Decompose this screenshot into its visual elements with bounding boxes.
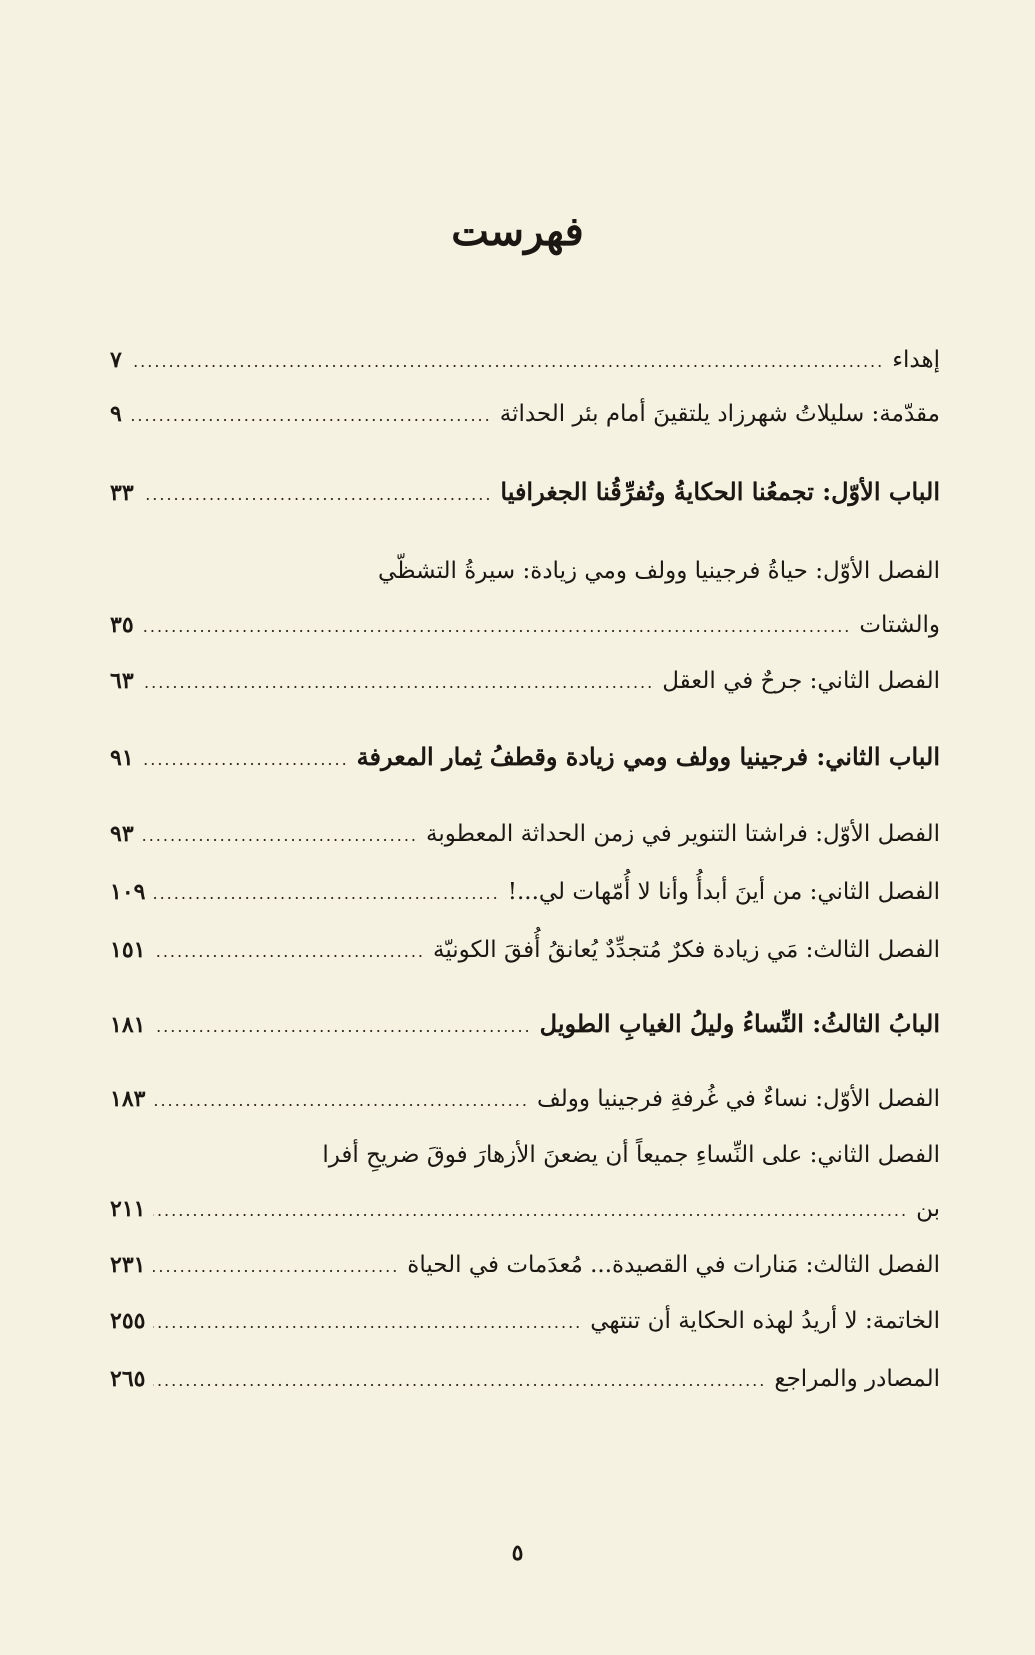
leader-dots — [153, 1361, 766, 1401]
leader-dots — [142, 607, 852, 647]
toc-entry-chapter-1-2 — [110, 661, 940, 703]
toc-entry-chapter-2-2 — [110, 872, 940, 914]
toc-entry-chapter-3-3 — [110, 1245, 940, 1287]
toc-entry-introduction — [110, 394, 940, 436]
toc-page-number: ٩ — [110, 401, 122, 427]
toc-entry-label: الفصل الأوّل: نساءٌ في غُرفةِ فرجينيا وولف — [536, 1086, 940, 1112]
toc-entry-label: الفصل الثاني: من أينَ أبدأُ وأنا لا أُمّهات لي...! — [507, 879, 940, 905]
leader-dots — [153, 1303, 582, 1343]
toc-entry-label: الخاتمة: لا أريدُ لهذه الحكاية أن تنتهي — [590, 1308, 940, 1334]
toc-page-number: ٩٣ — [110, 821, 134, 847]
toc-entry-label: الباب الأوّل: تجمعُنا الحكايةُ وتُفرِّقُنا الجغرافيا — [500, 477, 940, 506]
toc-entry-label: الباب الثاني: فرجينيا وولف ومي زيادة وقطفُ ثِمار المعرفة — [356, 742, 940, 771]
leader-dots — [153, 1247, 399, 1287]
leader-dots — [153, 1081, 528, 1121]
toc-entry-dedication — [110, 340, 940, 382]
toc-entry-label: إهداء — [892, 347, 940, 373]
toc-entry-part-1 — [110, 472, 940, 515]
leader-dots — [142, 663, 655, 703]
toc-entry-label: والشتات — [859, 612, 940, 638]
leader-dots — [153, 1007, 531, 1047]
leader-dots — [142, 740, 349, 780]
toc-page-number: ١٥١ — [110, 937, 146, 963]
leader-dots — [153, 874, 499, 914]
leader-dots — [142, 475, 493, 515]
toc-entry-chapter-2-3 — [110, 930, 940, 972]
toc-page-number: ٢٣١ — [110, 1252, 146, 1278]
toc-entry-label: الفصل الثاني: جرحٌ في العقل — [662, 668, 940, 694]
toc-entry-chapter-1-1 — [110, 605, 940, 647]
toc-entry-chapter-3-2 — [110, 1189, 940, 1231]
toc-entry-part-3 — [110, 1004, 940, 1047]
toc-entry-references — [110, 1359, 940, 1401]
toc-entry-label: مقدّمة: سليلاتُ شهرزاد يلتقينَ أمام بئر الحداثة — [499, 401, 940, 427]
toc-page-number: ٢٥٥ — [110, 1308, 146, 1334]
leader-dots — [142, 816, 418, 856]
page-title: فهرست — [451, 208, 584, 255]
toc-page-number: ١٨١ — [110, 1012, 146, 1038]
toc-entry-chapter-2-1 — [110, 814, 940, 856]
toc-entry-chapter-3-2-line1: الفصل الثاني: على النِّساءِ جميعاً أن يضعنَ الأزهارَ فوقَ ضريحِ أفرا — [322, 1142, 940, 1168]
toc-page-number: ١٠٩ — [110, 879, 146, 905]
toc-entry-label: الفصل الأوّل: فراشتا التنوير في زمن الحداثة المعطوبة — [425, 821, 940, 847]
toc-entry-chapter-3-1 — [110, 1079, 940, 1121]
toc-page-number: ٣٣ — [110, 480, 134, 506]
toc-page-number: ١٨٣ — [110, 1086, 146, 1112]
toc-page-number: ٢١١ — [110, 1196, 146, 1222]
toc-page-number: ٩١ — [110, 745, 134, 771]
toc-page-number: ٧ — [110, 347, 122, 373]
toc-entry-label: الفصل الثالث: مَنارات في القصيدة... مُعدَمات في الحياة — [407, 1252, 940, 1278]
toc-entry-label: الفصل الثالث: مَي زيادة فكرٌ مُتجدِّدٌ يُعانقُ أُفقَ الكونيّة — [433, 937, 940, 963]
toc-page-number: ٦٣ — [110, 668, 134, 694]
toc-entry-part-2 — [110, 737, 940, 780]
toc-page-number: ٢٦٥ — [110, 1366, 146, 1392]
leader-dots — [153, 1191, 908, 1231]
table-of-contents — [110, 340, 940, 1401]
toc-entry-label: المصادر والمراجع — [774, 1366, 940, 1392]
toc-entry-conclusion — [110, 1301, 940, 1343]
leader-dots — [130, 342, 884, 382]
leader-dots — [153, 932, 425, 972]
toc-page-number: ٣٥ — [110, 612, 134, 638]
leader-dots — [130, 396, 492, 436]
page-number: ٥ — [511, 1540, 524, 1566]
toc-entry-chapter-1-1-line1: الفصل الأوّل: حياةُ فرجينيا وولف ومي زيادة: سيرةُ التشظّي — [378, 558, 940, 584]
toc-entry-label: بن — [916, 1196, 940, 1222]
toc-entry-label: البابُ الثالثُ: النِّساءُ وليلُ الغيابِ الطويل — [539, 1009, 940, 1038]
